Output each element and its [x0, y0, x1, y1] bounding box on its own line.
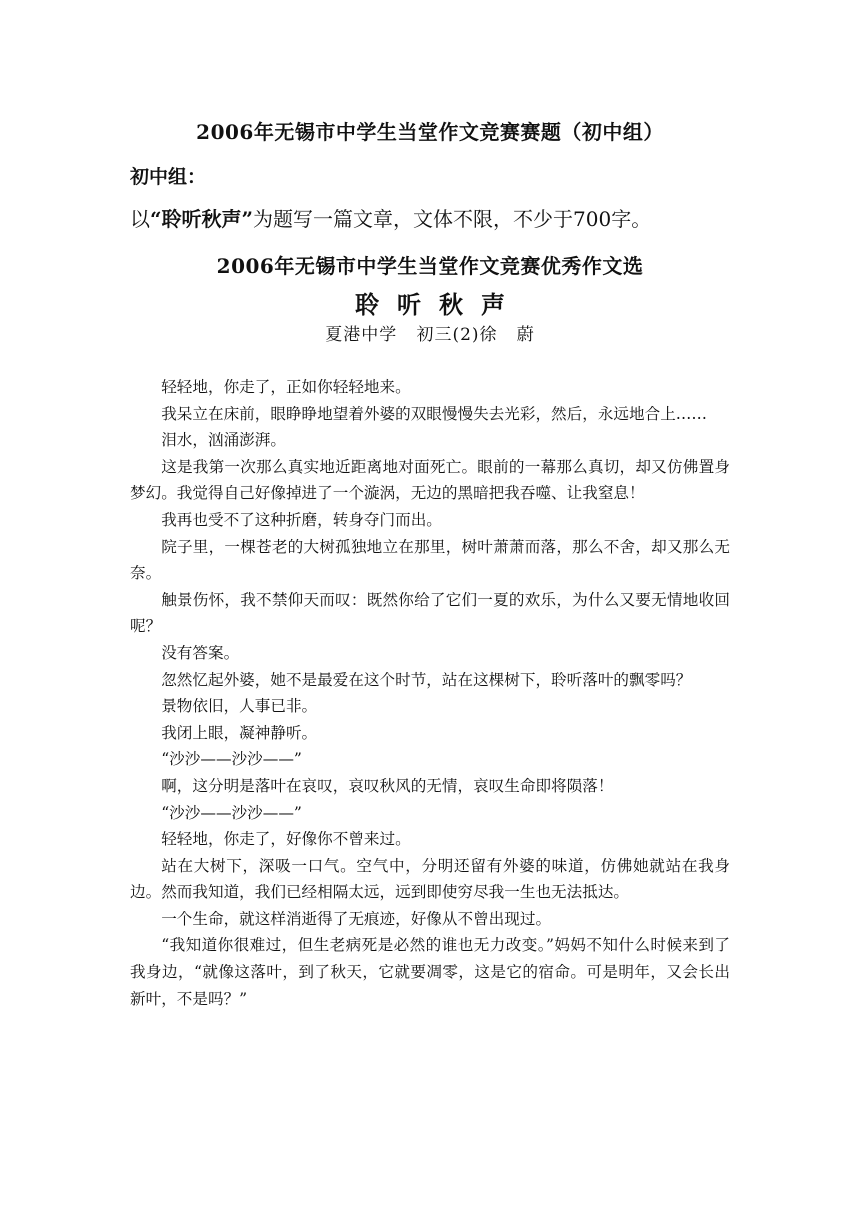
- essay-paragraph: 一个生命，就这样消逝得了无痕迹，好像从不曾出现过。: [161, 909, 552, 928]
- essay-title: 聆听秋声: [355, 290, 523, 319]
- essay-paragraph: 我闭上眼，凝神静听。: [161, 723, 318, 742]
- competition-title: 2006年无锡市中学生当堂作文竞赛赛题（初中组）: [196, 120, 664, 144]
- author-line: 夏港中学 初三(2)徐 蔚: [325, 325, 535, 345]
- essay-paragraph: 景物依旧，人事已非。: [161, 697, 318, 716]
- prompt-topic: “聆听秋声”: [150, 207, 254, 231]
- essay-paragraph: 啊，这分明是落叶在哀叹，哀叹秋风的无情，哀叹生命即将陨落！: [161, 776, 614, 795]
- essay-paragraph: 院子里，一棵苍老的大树孤独地立在那里，树叶萧萧而落，那么不舍，却又那么无奈。: [130, 537, 730, 583]
- selection-title: 2006年无锡市中学生当堂作文竞赛优秀作文选: [216, 254, 644, 278]
- essay-paragraph: 站在大树下，深吸一口气。空气中，分明还留有外婆的味道，仿佛她就站在我身边。然而我知道，我们已经相隔太远，远到即使穷尽我一生也无法抵达。: [130, 856, 730, 902]
- group-label: 初中组：: [130, 166, 207, 188]
- essay-paragraph: “沙沙——沙沙——”: [161, 750, 302, 769]
- essay-paragraph: 轻轻地，你走了，好像你不曾来过。: [161, 830, 411, 849]
- essay-prompt: [130, 203, 750, 232]
- prompt-before: 以: [130, 207, 150, 231]
- essay-paragraph: 这是我第一次那么真实地近距离地对面死亡。眼前的一幕那么真切，却又仿佛置身梦幻。我觉得自己好像掉进了一个漩涡，无边的黑暗把我吞噬、让我窒息！: [130, 457, 730, 503]
- essay-paragraph: 忽然忆起外婆，她不是最爱在这个时节，站在这棵树下，聆听落叶的飘零吗？: [161, 670, 692, 689]
- essay-paragraph: “我知道你很难过，但生老病死是必然的谁也无力改变。”妈妈不知什么时候来到了我身边，“就像这落叶，到了秋天，它就要凋零，这是它的宿命。可是明年，又会长出新叶，不是吗？”: [130, 936, 730, 1008]
- essay-paragraph: 我呆立在床前，眼睁睁地望着外婆的双眼慢慢失去光彩，然后，永远地合上……: [161, 404, 707, 423]
- essay-paragraph: “沙沙——沙沙——”: [161, 803, 302, 822]
- essay-body: [130, 374, 730, 1012]
- prompt-after: 为题写一篇文章，文体不限，不少于700字。: [253, 207, 652, 231]
- essay-paragraph: 触景伤怀，我不禁仰天而叹：既然你给了它们一夏的欢乐，为什么又要无情地收回呢？: [130, 590, 730, 636]
- essay-paragraph: 我再也受不了这种折磨，转身夺门而出。: [161, 510, 442, 529]
- essay-paragraph: 没有答案。: [161, 643, 240, 662]
- essay-paragraph: 泪水，汹涌澎湃。: [161, 431, 286, 450]
- essay-paragraph: 轻轻地，你走了，正如你轻轻地来。: [161, 378, 411, 396]
